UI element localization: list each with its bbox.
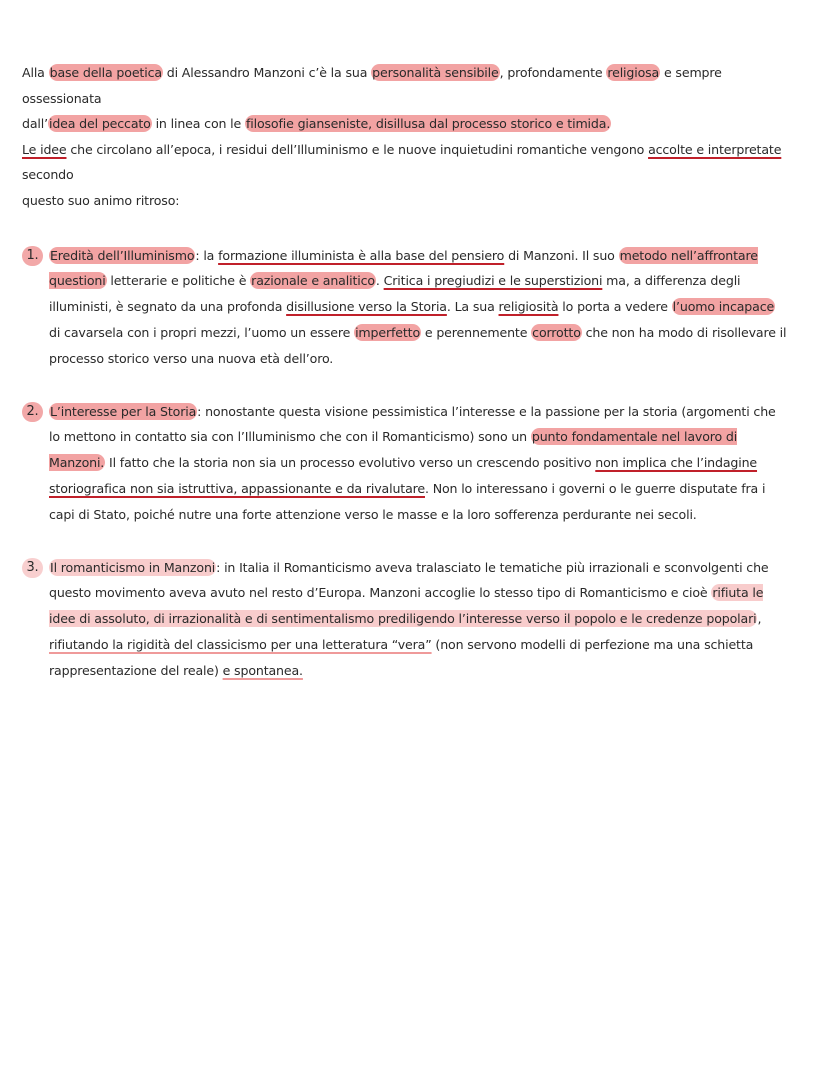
list-item-3	[22, 555, 788, 684]
item-text: ,	[757, 611, 762, 627]
highlight-idea-peccato: idea del peccato	[48, 116, 151, 132]
item-text: lo porta a vedere	[558, 299, 672, 315]
item-text: di Manzoni. Il suo	[504, 247, 619, 263]
intro-text: questo suo animo ritroso:	[22, 192, 180, 208]
intro-paragraph	[22, 60, 788, 214]
intro-text: e sempre ossessionata	[22, 65, 722, 106]
item-text: . La sua	[446, 299, 499, 315]
list-item-2	[22, 399, 788, 528]
item-title: Eredità dell’Illuminismo	[50, 247, 195, 263]
intro-text: secondo	[22, 167, 74, 183]
highlight-text: corrotto	[532, 324, 581, 340]
highlight-text: rifiuta le idee di assoluto, di irrazionalità e di sentimentalismo prediligendo l’interesse verso il popolo e le credenze popolari	[49, 585, 764, 627]
intro-text: , profondamente	[499, 65, 607, 80]
item-text: .	[375, 273, 384, 289]
highlight-text: l’uomo incapace	[672, 299, 775, 315]
item-text: . Non lo interessano i governi o le guerre disputate fra i capi di Stato, poiché nutre una forte attenzione verso le masse e la loro sofferenza perdurante nei secoli.	[49, 480, 766, 522]
highlight-text: punto fondamentale nel lavoro di Manzoni.	[49, 429, 738, 471]
highlight-text: razionale e analitico	[251, 273, 375, 289]
item-text: : nonostante questa visione pessimistica l’interesse e la passione per la storia (argomenti che lo mettono in contatto sia con l’Illuminismo che con il Romanticismo) sono un	[49, 403, 776, 445]
highlight-text: metodo nell’affrontare questioni	[49, 247, 758, 289]
highlight-text: imperfetto	[355, 324, 421, 340]
item-text: che non ha modo di risollevare il processo storico verso una nuova età dell’oro.	[49, 324, 787, 366]
item-text: (non servono modelli di perfezione ma una schietta rappresentazione del reale)	[49, 636, 754, 678]
item-text: Il fatto che la storia non sia un processo evolutivo verso un crescendo positivo	[105, 455, 596, 471]
highlight-base-poetica: base della poetica	[49, 65, 162, 80]
intro-text: che circolano all’epoca, i residui dell’Illuminismo e le nuove inquietudini romantiche vengono	[66, 141, 649, 157]
list-item-1	[22, 243, 788, 372]
item-text: : in Italia il Romanticismo aveva tralasciato le tematiche più irrazionali e sconvolgenti che questo movimento aveva avuto nel resto d’Europa. Manzoni accoglie lo stesso tipo di Romanticismo e cioè	[49, 559, 769, 601]
underline-text: e spontanea.	[222, 662, 303, 678]
item-title: L’interesse per la Storia	[50, 403, 197, 419]
underline-text: rifiutando la rigidità del classicismo per una letteratura “vera”	[49, 636, 432, 652]
intro-text: in linea con le	[151, 116, 245, 132]
item-text: : la	[195, 247, 219, 263]
underline-text: disillusione verso la Storia	[286, 299, 447, 315]
item-text: ma, a differenza degli illuministi, è segnato da una profonda	[49, 273, 741, 315]
underline-text: religiosità	[498, 299, 559, 315]
intro-text: di Alessandro Manzoni c’è la sua	[162, 65, 372, 80]
highlight-filosofie: filosofie gianseniste, disillusa dal processo storico e timida.	[245, 116, 611, 132]
item-number-badge: 3.	[22, 558, 43, 578]
item-text: di cavarsela con i propri mezzi, l’uomo un essere	[49, 324, 355, 340]
underline-text: Critica i pregiudizi e le superstizioni	[383, 273, 603, 289]
highlight-personalita: personalità sensibile	[372, 65, 499, 80]
underline-text: non implica che l’indagine storiografica non sia istruttiva, appassionante e da rivalutare	[49, 455, 758, 496]
underline-le-idee: Le idee	[22, 141, 67, 157]
item-text: e perennemente	[421, 324, 532, 340]
item-number-badge: 2.	[22, 402, 43, 422]
item-number-badge: 1.	[22, 246, 43, 266]
underline-accolte: accolte e interpretate	[648, 141, 782, 157]
intro-text: dall’	[22, 116, 48, 132]
highlight-religiosa: religiosa	[607, 65, 660, 80]
intro-text: Alla	[22, 65, 49, 80]
underline-text: formazione illuminista è alla base del pensiero	[218, 247, 505, 263]
item-title: Il romanticismo in Manzoni	[50, 559, 216, 575]
item-text: letterarie e politiche è	[110, 273, 251, 289]
